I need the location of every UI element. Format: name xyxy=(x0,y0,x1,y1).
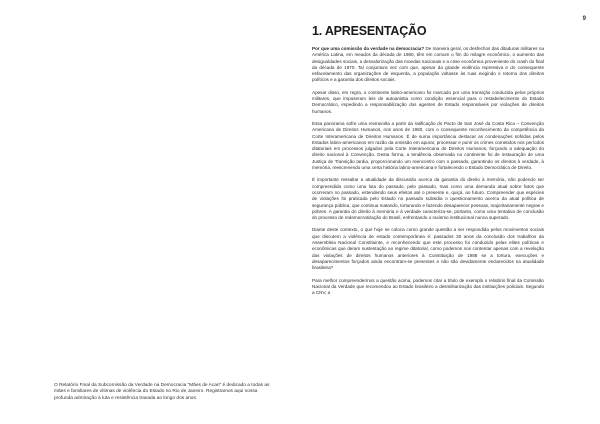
paragraph xyxy=(312,227,544,271)
paragraph xyxy=(312,90,544,115)
body-text-column xyxy=(312,46,544,420)
section-title: 1. APRESENTAÇÃO xyxy=(312,24,427,38)
paragraph-text: É importante ressaltar a atualidade da discussão acerca da garantia do direito à memória, não podendo ser compreendida como uma luta do passado, pelo passado, mas como uma demanda atual sobre fatos que ocorreram no passado, estendendo seus efeitos até o presente e, quiçá, ao futuro. Compreender que espécies de violações foi praticada pelo Estado no passado subsidia o questionamento acerca da atual política de segurança pública, que continua matando, torturando e fazendo desaparecer pessoas, majoritariamente negras e pobres. A garantia do direito à memória e à verdade caracteriza-se, portanto, como uma tentativa de conclusão do processo de redemocratização do Brasil, enfrentando o racismo institucional nunca superado. xyxy=(312,177,544,221)
dedication-note: O Relatório Final da Subcomissão da Verdade na Democracia “Mães de Acari” é dedicado a todas as mães e familiares de vítimas de violência do Estado no Rio de Janeiro. Registramos aqui nossa profunda admiração à luta e resistência travada ao longo dos anos. xyxy=(54,383,270,401)
paragraph-text: Apesar disso, em regra, o continente latino-americano foi marcado por uma transição conduzida pelos próprios militares, que impuseram leis de autoanistia como condição essencial para o restabelecimento do Estado Democrático, impedindo a responsabilização dos agentes de Estado responsáveis por violações de direitos humanos. xyxy=(312,89,544,114)
paragraph xyxy=(312,278,544,297)
page-number: 9 xyxy=(582,16,586,22)
paragraph xyxy=(312,121,544,171)
paragraph-text: Para melhor compreendermos a questão acima, podemos citar a título de exemplo o relatório final da Comissão Nacional da Verdade que recomendou ao Estado brasileiro a desmilitarização das instituições policiais. Segundo a CNV, a xyxy=(312,277,544,296)
paragraph xyxy=(312,177,544,221)
paragraph-text: Essa panorama sofre uma reviravolta a partir da ratificação do Pacto de San José da Costa Rica – Convenção Americana de Direitos Humanos, nos anos de 1980, com o consequente reconhecimento da competência da Corte Interamericana de Direitos Humanos. É de suma importância destacar as condenações sofridas pelos Estados latino-americanos em razão da omissão em apurar, processar e punir os crimes cometidos nos períodos ditatoriais em processos julgados pela Corte Interamericana de Direitos Humanos, forçando a adequação do direito nacional à Convenção. Desta forma, a tendência observada no continente foi de instauração de uma Justiça de Transição tardia, proporcionando um reencontro com o passado, garantindo os direitos à verdade, à memória, reescrevendo uma certa história latino-americana e fortalecendo o Estado Democrático de Direito. xyxy=(312,120,544,171)
paragraph xyxy=(312,46,544,84)
paragraph-lead: Por que uma comissão da verdade na democracia? xyxy=(312,46,425,51)
paragraph-text: De maneira geral, os desfechos das ditaduras militares na América Latina, em meados da década de 1980, têm em comum o fim do milagre econômico, o aumento das desigualdades sociais, a desvalorização das moedas nacionais e a crise econômica proveniente do crash do final da década de 1970. Tal conjuntura vez com que, apesar da grande violência repressiva e do consequente esfacelamento das organizações de esquerda, a população voltasse às ruas exigindo o retorno dos direitos políticos e a garantia dos direitos sociais. xyxy=(312,46,544,83)
paragraph-text: Diante deste contexto, o que hoje se coloca como grande questão a ser respondida pelos movimentos sociais que discutem a violência de estado contemporânea é: passados 30 anos da conclusão dos trabalhos da Assembleia Nacional Constituinte, e reconhecendo que este processo foi conduzido pelas elites políticas e econômicas que deram sustentação ao regime ditatorial, como podemos nos contentar apenas com a revelação das violações de direitos humanos anteriores à Constituição de 1988 se a tortura, execuções e desaparecimentos forçados ainda encontram-se presentes e não são devidamente esclarecidos na atualidade brasileira? xyxy=(312,227,544,271)
